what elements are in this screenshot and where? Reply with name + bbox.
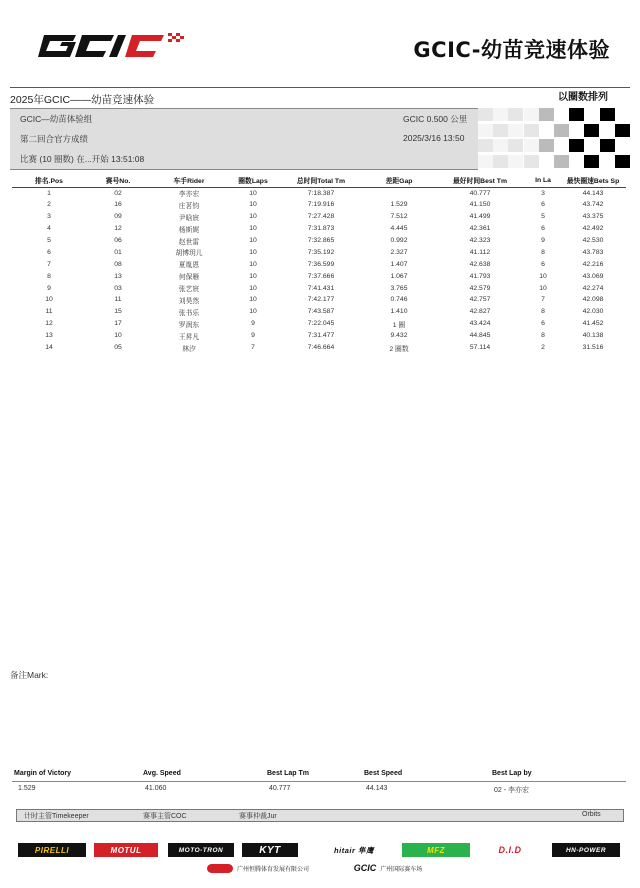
table-cell: 41.452 — [582, 320, 604, 328]
table-cell: 杨斯娓 — [178, 226, 200, 234]
table-cell: 10 — [114, 332, 122, 340]
table-row — [12, 258, 626, 270]
table-cell: 09 — [114, 213, 122, 221]
flag-square — [584, 155, 599, 168]
column-header: 车手Rider — [150, 174, 228, 187]
table-cell: 张艺宸 — [178, 286, 200, 294]
sponsor-gcic — [328, 862, 448, 874]
table-cell: 7.512 — [390, 213, 408, 221]
column-header: In La — [526, 174, 560, 187]
table-cell: 7 — [251, 344, 255, 352]
table-cell: 李亦宏 — [178, 191, 200, 199]
avg-speed-value: 41.060 — [145, 785, 167, 792]
table-row — [12, 330, 626, 342]
table-cell: 9 — [251, 320, 255, 328]
flag-square — [478, 139, 493, 152]
table-cell: 40.777 — [469, 189, 491, 197]
column-header: 最快圈速Bets Sp — [560, 174, 626, 187]
table-cell: 06 — [114, 237, 122, 244]
flag-square — [508, 139, 523, 152]
flag-square — [584, 124, 599, 137]
table-cell: 02 — [114, 189, 122, 197]
column-header: 总时间Total Tm — [278, 174, 364, 187]
table-cell: 42.216 — [582, 260, 604, 268]
table-cell: 3.765 — [390, 284, 408, 292]
table-cell: 42.579 — [469, 284, 491, 292]
table-cell: 10 — [539, 284, 547, 292]
table-cell: 7:32.865 — [307, 237, 335, 244]
flag-square — [478, 108, 493, 121]
table-cell: 8 — [541, 248, 545, 256]
flag-square — [478, 124, 493, 137]
table-cell: 08 — [114, 260, 122, 268]
table-cell: 42.638 — [469, 260, 491, 268]
table-cell: 2 圈数 — [389, 345, 409, 353]
table-cell — [364, 187, 434, 199]
session-datetime: 2025/3/16 13:50 — [403, 133, 465, 143]
table-cell: 17 — [114, 320, 122, 328]
hengteng-name: 广州恒腾体育发展有限公司 — [236, 866, 309, 873]
best-lap-by-value: 02 - 李亦宏 — [494, 787, 530, 794]
table-row — [12, 187, 626, 199]
checkered-flag-icon — [168, 33, 186, 43]
column-header: 赛号No. — [86, 174, 150, 187]
race-start: 比赛 (10 圈数) 在...开始 13:51:08 — [20, 154, 145, 164]
table-cell: 10 — [249, 296, 257, 304]
flag-square — [539, 155, 554, 168]
gcic-logo — [36, 33, 186, 59]
flag-square — [478, 155, 493, 168]
table-row — [12, 342, 626, 354]
flag-square — [554, 124, 569, 137]
column-header: 差距Gap — [364, 174, 434, 187]
table-cell: 8 — [541, 308, 545, 316]
table-cell: 赵世雷 — [178, 238, 200, 246]
table-row — [12, 223, 626, 235]
best-speed-value: 44.143 — [366, 785, 388, 792]
brand-title: GCIC-幼苗竞速体验 — [413, 38, 610, 62]
table-cell: 9 — [541, 237, 545, 244]
sponsor-hnpower: HN-POWER — [552, 843, 620, 857]
table-cell: 10 — [249, 284, 257, 292]
table-cell: 6 — [541, 201, 545, 209]
column-header: 最好时间Best Tm — [434, 174, 526, 187]
table-cell: 41.112 — [469, 248, 491, 256]
table-cell: 王昇凡 — [178, 333, 200, 341]
flag-square — [600, 139, 615, 152]
flag-square — [569, 124, 584, 137]
flag-square — [508, 124, 523, 137]
mark-label: 备注Mark: — [10, 670, 49, 680]
column-header: 排名.Pos — [12, 174, 86, 187]
sponsor-mototron: MOTO-TRON — [168, 843, 234, 857]
table-cell: 7:18.387 — [307, 189, 335, 197]
margin-value: 1.529 — [18, 785, 36, 792]
table-cell: 4 — [47, 225, 51, 233]
sponsor-kyt: KYT — [242, 843, 298, 857]
table-cell: 林汐 — [182, 345, 196, 353]
sponsor-hengteng — [196, 862, 320, 874]
table-row — [12, 294, 626, 306]
sponsor-hitair: hitair 隼鹰 — [334, 845, 374, 855]
table-cell: 3 — [541, 189, 545, 197]
table-row — [12, 235, 626, 247]
table-cell: 41.793 — [469, 272, 491, 280]
table-cell: 7:42.177 — [307, 296, 335, 304]
table-cell: 10 — [539, 272, 547, 280]
timekeeper-label: 计时主管Timekeeper — [24, 813, 89, 820]
table-row — [12, 211, 626, 223]
table-cell: 42.030 — [582, 308, 604, 316]
table-cell: 1 圈 — [392, 321, 406, 329]
table-cell: 42.361 — [469, 225, 491, 233]
flag-square — [615, 139, 630, 152]
table-cell: 10 — [249, 260, 257, 268]
checkered-pattern — [478, 108, 630, 170]
table-cell: 57.114 — [469, 344, 491, 352]
avg-speed-label: Avg. Speed — [143, 770, 181, 777]
table-cell: 何保雁 — [178, 274, 200, 282]
table-cell: 16 — [114, 201, 122, 209]
table-cell: 6 — [541, 260, 545, 268]
table-row — [12, 318, 626, 330]
table-cell: 1.407 — [390, 260, 408, 268]
gcic-circuit-name: 广州国际赛车场 — [380, 866, 423, 873]
table-cell: 42.098 — [582, 296, 604, 304]
flag-square — [524, 139, 539, 152]
flag-square — [493, 124, 508, 137]
flag-square — [524, 155, 539, 168]
flag-square — [615, 108, 630, 121]
table-cell: 14 — [45, 344, 53, 352]
table-cell: 7 — [541, 296, 545, 304]
flag-square — [539, 124, 554, 137]
table-cell: 0.992 — [390, 237, 408, 244]
sponsor-did: D.I.D — [498, 845, 522, 855]
table-cell: 12 — [114, 225, 122, 233]
flag-square — [554, 108, 569, 121]
table-cell: 11 — [114, 296, 122, 304]
table-header-row — [12, 174, 626, 187]
track-length: GCIC 0.500 公里 — [403, 114, 468, 124]
flag-square — [539, 139, 554, 152]
flag-square — [615, 124, 630, 137]
table-cell: 7:19.916 — [307, 201, 335, 209]
table-cell: 9.432 — [390, 332, 408, 340]
margin-label: Margin of Victory — [14, 770, 72, 777]
table-cell: 7:31.873 — [307, 225, 335, 233]
table-cell: 5 — [47, 237, 51, 244]
table-cell: 0.746 — [390, 296, 408, 304]
table-cell: 1.529 — [390, 201, 408, 209]
table-cell: 2 — [541, 344, 545, 352]
table-cell: 7:43.587 — [307, 308, 335, 316]
table-cell: 7:27.428 — [307, 213, 335, 221]
best-speed-label: Best Speed — [364, 770, 403, 777]
table-cell: 41.499 — [469, 213, 491, 221]
flag-square — [554, 155, 569, 168]
flag-square — [493, 108, 508, 121]
table-cell: 43.742 — [582, 201, 604, 209]
event-title: 2025年GCIC——幼苗竞速体验 — [10, 94, 155, 106]
flag-square — [600, 108, 615, 121]
table-cell: 42.323 — [469, 237, 491, 244]
table-cell: 31.516 — [582, 344, 604, 352]
sponsor-mfz: MFZ — [402, 843, 470, 857]
table-cell: 43.375 — [582, 213, 604, 221]
table-cell: 7:35.192 — [307, 248, 335, 256]
table-cell: 42.530 — [582, 237, 604, 244]
table-cell: 夏胤恩 — [178, 262, 200, 270]
gcic-small-logo: GCIC — [353, 863, 377, 873]
table-row — [12, 282, 626, 294]
table-cell: 1 — [47, 189, 51, 197]
table-cell: 4.445 — [390, 225, 408, 233]
sponsor-pirelli: PIRELLI — [18, 843, 86, 857]
table-row — [12, 306, 626, 318]
table-cell: 12 — [45, 320, 53, 328]
table-cell: 42.492 — [582, 225, 604, 233]
table-cell: 7:36.599 — [307, 260, 335, 268]
table-cell: 7:46.664 — [307, 344, 335, 352]
table-row — [12, 246, 626, 258]
flag-square — [569, 108, 584, 121]
best-lap-label: Best Lap Tm — [267, 770, 310, 777]
table-cell: 3 — [47, 213, 51, 221]
table-cell: 10 — [249, 213, 257, 221]
jury-label: 赛事仲裁Jur — [239, 813, 277, 820]
table-cell: 9 — [251, 332, 255, 340]
table-row — [12, 199, 626, 211]
table-cell: 43.783 — [582, 248, 604, 256]
table-cell: 6 — [47, 248, 51, 256]
group-name: GCIC—幼苗体验组 — [20, 114, 93, 124]
table-cell: 03 — [114, 284, 122, 292]
table-cell: 13 — [114, 272, 122, 280]
table-cell: 8 — [541, 332, 545, 340]
table-cell: 10 — [249, 201, 257, 209]
hengteng-badge-icon — [207, 864, 233, 873]
column-header: 圈数Laps — [228, 174, 278, 187]
table-cell: 2 — [47, 201, 51, 209]
table-cell: 9 — [47, 284, 51, 292]
table-cell: 7:22.045 — [307, 320, 335, 328]
table-row — [12, 270, 626, 282]
table-cell: 10 — [249, 189, 257, 197]
table-cell: 10 — [249, 225, 257, 233]
flag-square — [600, 124, 615, 137]
session-name: 第二回合官方成绩 — [20, 134, 89, 144]
flag-square — [569, 139, 584, 152]
table-cell: 15 — [114, 308, 122, 316]
table-cell: 7:37.666 — [307, 272, 335, 280]
sponsor-motul: MOTUL — [94, 843, 158, 857]
table-cell: 7:31.477 — [307, 332, 335, 340]
best-lap-by-label: Best Lap by — [492, 770, 532, 777]
flag-square — [615, 155, 630, 168]
best-lap-value: 40.777 — [269, 785, 291, 792]
flag-square — [539, 108, 554, 121]
flag-square — [524, 108, 539, 121]
table-cell: 42.757 — [469, 296, 491, 304]
table-cell: 42.827 — [469, 308, 491, 316]
table-cell: 1.410 — [390, 308, 408, 316]
flag-square — [569, 155, 584, 168]
table-cell: 44.143 — [582, 189, 604, 197]
table-cell: 13 — [45, 332, 53, 340]
flag-square — [600, 155, 615, 168]
table-cell: 庄茗钧 — [178, 202, 200, 210]
flag-square — [493, 139, 508, 152]
top-rule — [10, 87, 630, 88]
table-cell: 胡博玥儿 — [175, 250, 203, 258]
coc-label: 赛事主管COC — [143, 813, 187, 820]
table-cell: 40.138 — [582, 332, 604, 340]
flag-square — [584, 139, 599, 152]
table-cell: 41.150 — [469, 201, 491, 209]
table-cell: 7 — [47, 260, 51, 268]
sort-label: 以圈数排列 — [558, 92, 608, 103]
table-cell: 罗润东 — [178, 321, 200, 329]
table-cell: 6 — [541, 320, 545, 328]
officials-bar — [16, 809, 624, 822]
table-cell: 张书乐 — [178, 309, 200, 317]
flag-square — [524, 124, 539, 137]
table-cell: 01 — [114, 248, 122, 256]
orbits-label: Orbits — [582, 811, 601, 818]
table-cell: 10 — [249, 237, 257, 244]
table-cell: 6 — [541, 225, 545, 233]
table-cell: 10 — [249, 308, 257, 316]
flag-square — [493, 155, 508, 168]
summary-rule — [12, 781, 626, 782]
table-cell: 44.845 — [469, 332, 491, 340]
table-cell: 2.327 — [390, 248, 408, 256]
table-cell: 10 — [249, 248, 257, 256]
flag-square — [554, 139, 569, 152]
table-cell: 43.424 — [469, 320, 491, 328]
table-cell: 7:41.431 — [307, 284, 335, 292]
table-cell: 11 — [45, 308, 53, 316]
table-cell: 42.274 — [582, 284, 604, 292]
table-cell: 05 — [114, 344, 122, 352]
table-cell: 43.069 — [582, 272, 604, 280]
table-cell: 5 — [541, 213, 545, 221]
table-cell: 10 — [249, 272, 257, 280]
table-cell: 1.067 — [390, 272, 408, 280]
results-table — [12, 174, 626, 353]
table-cell: 10 — [45, 296, 53, 304]
table-cell: 尹晗宸 — [178, 214, 200, 222]
flag-square — [584, 108, 599, 121]
table-cell: 刘昊然 — [178, 297, 200, 305]
flag-square — [508, 155, 523, 168]
flag-square — [508, 108, 523, 121]
table-cell: 8 — [47, 272, 51, 280]
